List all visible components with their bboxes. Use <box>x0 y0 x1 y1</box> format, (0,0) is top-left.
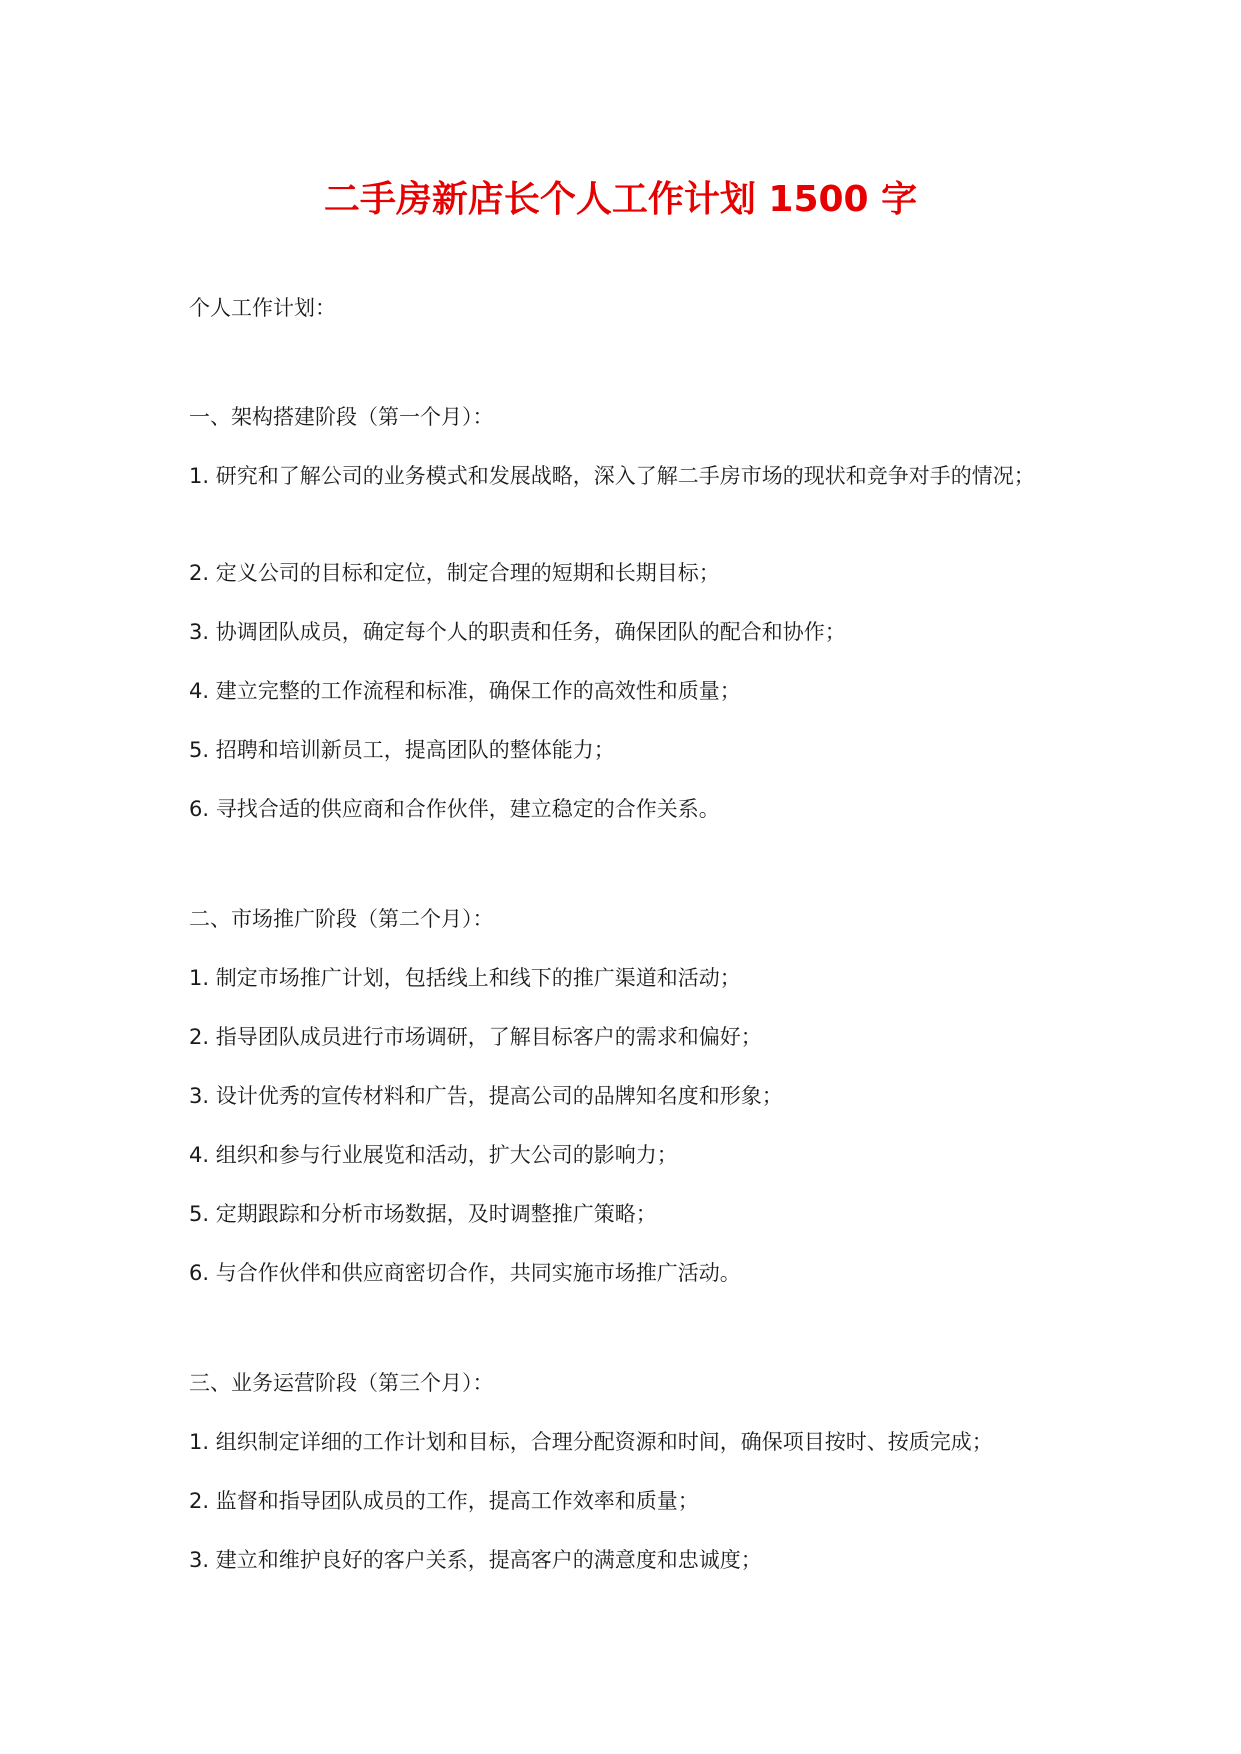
list-item: 5. 定期跟踪和分析市场数据，及时调整推广策略； <box>189 1202 657 1226</box>
section-heading: 三、业务运营阶段（第三个月）： <box>189 1371 494 1395</box>
list-item: 4. 组织和参与行业展览和活动，扩大公司的影响力； <box>189 1143 678 1167</box>
list-item: 3. 协调团队成员，确定每个人的职责和任务，确保团队的配合和协作； <box>189 620 846 644</box>
list-item: 2. 指导团队成员进行市场调研，了解目标客户的需求和偏好； <box>189 1025 762 1049</box>
list-item: 3. 建立和维护良好的客户关系，提高客户的满意度和忠诚度； <box>189 1548 762 1572</box>
list-item: 6. 与合作伙伴和供应商密切合作，共同实施市场推广活动。 <box>189 1261 741 1285</box>
list-item: 1. 组织制定详细的工作计划和目标，合理分配资源和时间，确保项目按时、按质完成； <box>189 1430 993 1454</box>
list-item: 6. 寻找合适的供应商和合作伙伴，建立稳定的合作关系。 <box>189 797 720 821</box>
section-heading: 二、市场推广阶段（第二个月）： <box>189 907 494 931</box>
list-item: 4. 建立完整的工作流程和标准，确保工作的高效性和质量； <box>189 679 741 703</box>
list-item: 1. 制定市场推广计划，包括线上和线下的推广渠道和活动； <box>189 966 741 990</box>
list-item: 5. 招聘和培训新员工，提高团队的整体能力； <box>189 738 615 762</box>
list-item: 2. 监督和指导团队成员的工作，提高工作效率和质量； <box>189 1489 699 1513</box>
list-item: 2. 定义公司的目标和定位，制定合理的短期和长期目标； <box>189 561 720 585</box>
document-title: 二手房新店长个人工作计划 1500 字 <box>323 179 918 220</box>
list-item: 1. 研究和了解公司的业务模式和发展战略，深入了解二手房市场的现状和竞争对手的情况； <box>189 464 1035 488</box>
section-heading: 一、架构搭建阶段（第一个月）： <box>189 405 494 429</box>
list-item: 3. 设计优秀的宣传材料和广告，提高公司的品牌知名度和形象； <box>189 1084 783 1108</box>
intro-text: 个人工作计划： <box>189 296 336 320</box>
